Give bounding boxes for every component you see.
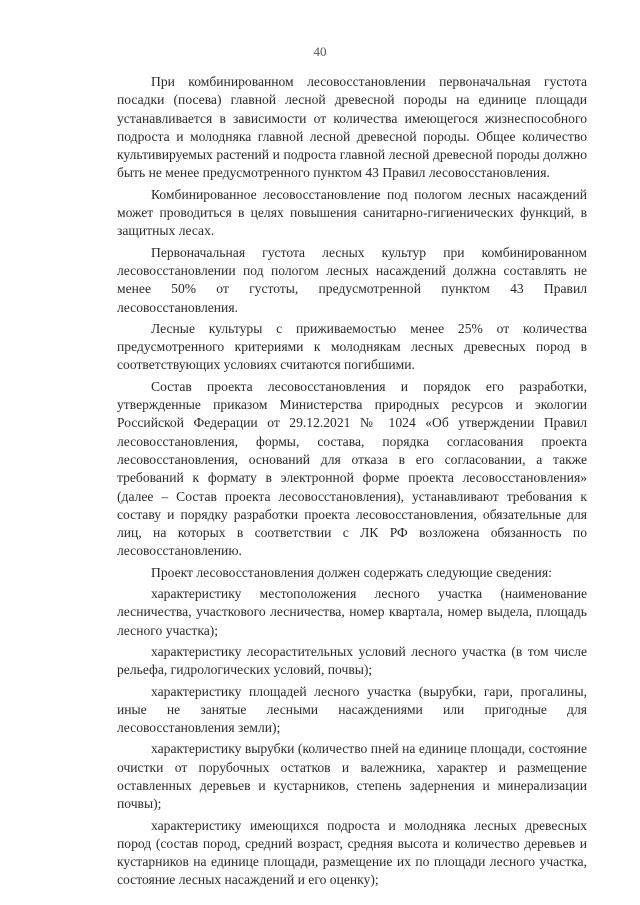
paragraph: Проект лесовосстановления должен содержать следующие сведения: (151, 564, 552, 580)
list-item: характеристику площадей лесного участка (вырубки, гари, прогалины, иные не занятые лесными насаждениями или пригодные для лесовосстановления земли); (117, 683, 587, 736)
paragraph: При комбинированном лесовосстановлении первоначальная густота посадки (посева) главной лесной древесной породы на единице площади устанавливается в зависимости от количества имеющегося жизнеспособного подроста и молодняка главной лесной древесной породы. Общее количество культивируемых растений и подроста главной лесной древесной породы должно быть не менее предусмотренного пунктом 43 Правил лесовосстановления. (117, 74, 587, 181)
page-number: 40 (313, 44, 327, 59)
list-item: характеристику местоположения лесного участка (наименование лесничества, участкового лесничества, номер квартала, номер выдела, площадь лесного участка); (117, 586, 587, 638)
list-item: характеристику лесорастительных условий лесного участка (в том числе рельефа, гидрологических условий, почвы); (117, 643, 587, 678)
paragraph: Лесные культуры с приживаемостью менее 25% от количества предусмотренного критериями к молоднякам лесных древесных пород в соответствующих условиях считаются погибшими. (117, 320, 587, 373)
list-item: характеристику имеющихся подроста и молодняка лесных древесных пород (состав пород, средний возраст, средняя высота и количество деревьев и кустарников на единице площади, размещение их по площади лесного участка, состояние лесных насаждений и его оценку); (117, 817, 587, 888)
paragraph: Комбинированное лесовосстановление под пологом лесных насаждений может проводиться в целях повышения санитарно-гигиенических функций, в защитных лесах. (117, 186, 587, 239)
list-item: характеристику вырубки (количество пней на единице площади, состояние очистки от порубочных остатков и валежника, характер и размещение оставленных деревьев и кустарников, степень задернения и минерализации почвы); (117, 741, 587, 812)
document-body (117, 73, 587, 893)
paragraph: Первоначальная густота лесных культур при комбинированном лесовосстановлении под пологом лесных насаждений должна составлять не менее 50% от густоты, предусмотренной пунктом 43 Правил лесовосстановления. (117, 244, 587, 315)
paragraph: Состав проекта лесовосстановления и порядок его разработки, утвержденные приказом Министерства природных ресурсов и экологии Российской Федерации от 29.12.2021 № 1024 «Об утверждении Правил лесовосстановления, формы, состава, порядка согласования проекта лесовосстановления, оснований для отказа в его согласовании, а также требований к формату в электронной форме проекта лесовосстановления» (далее – Состав проекта лесовосстановления), устанавливают требования к составу и порядку разработки проекта лесовосстановления, обязательные для лиц, на которых в соответствии с ЛК РФ возложена обязанность по лесовосстановлению. (117, 378, 587, 559)
